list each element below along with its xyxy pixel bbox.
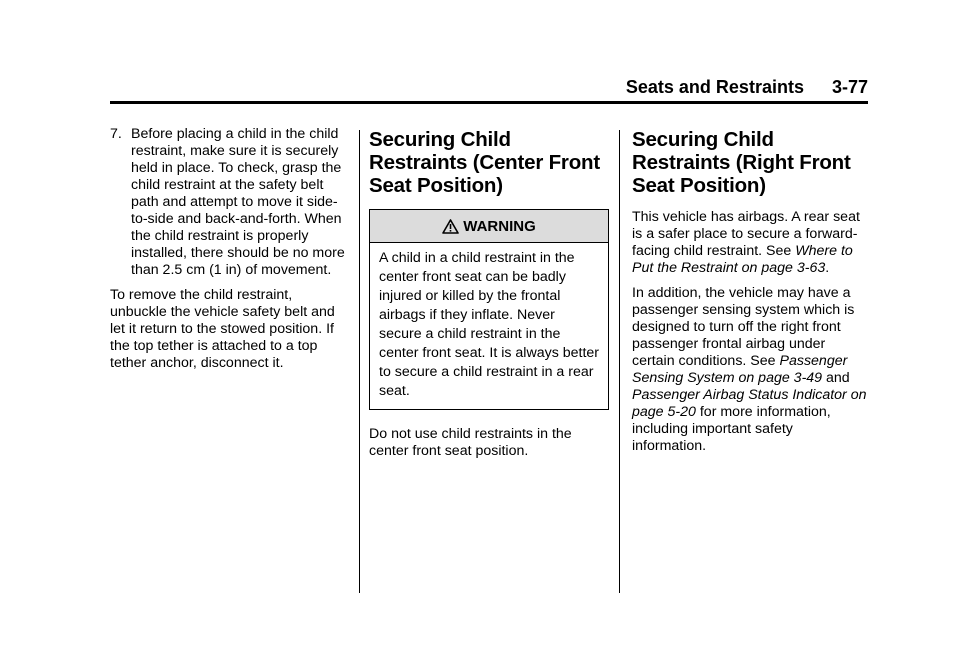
warning-box (369, 209, 609, 410)
remove-restraint-paragraph: To remove the child restraint, unbuckle the vehicle safety belt and let it return to the stowed position. If the top tether is attached to a top tether anchor, disconnect it. (110, 287, 335, 371)
page-header (0, 76, 868, 98)
step-text: Before placing a child in the child restraint, make sure it is securely held in place. To check, grasp the child restraint at the safety belt path and attempt to move it side-to-side and back-and-forth. When the child restraint is properly installed, there should be no more than 2.5 cm (1 in) of movement. (131, 126, 345, 278)
passenger-sensing-link[interactable]: Passenger Sensing System on page 3-49 (632, 353, 848, 386)
warning-text: A child in a child restraint in the center front seat can be badly injured or killed by the frontal airbags if they inflate. Never secure a child restraint in the center front seat. It is always better to secure a child restraint in a rear seat. (379, 250, 600, 399)
warning-triangle-icon (442, 219, 459, 234)
airbag-text-end: . (825, 260, 830, 276)
sensing-text-end: for more information, including important safety information. (632, 404, 831, 454)
airbag-status-link[interactable]: Passenger Airbag Status Indicator on page 5-20 (632, 387, 867, 420)
airbag-text: This vehicle has airbags. A rear seat is a safer place to secure a forward-facing child restraint. See (632, 209, 860, 259)
sensing-and: and (826, 370, 850, 386)
column-2 (369, 126, 609, 468)
warning-header (370, 210, 608, 243)
column-3 (632, 126, 870, 463)
airbag-paragraph (632, 209, 870, 277)
column-1 (110, 126, 350, 380)
column-divider-2 (619, 130, 620, 593)
section-title: Seats and Restraints (625, 77, 804, 97)
sensing-paragraph (632, 285, 870, 455)
column-divider-1 (359, 130, 360, 593)
center-seat-heading: Securing Child Restraints (Center Front Seat Position) (369, 128, 600, 197)
numbered-step (110, 126, 350, 279)
center-seat-paragraph: Do not use child restraints in the center front seat position. (369, 426, 572, 459)
step-number: 7. (110, 126, 122, 142)
warning-label: WARNING (463, 217, 536, 235)
header-rule (110, 101, 868, 104)
page-number: 3-77 (831, 77, 868, 97)
right-seat-heading: Securing Child Restraints (Right Front Seat Position) (632, 128, 851, 197)
restraint-location-link[interactable]: Where to Put the Restraint on page 3-63 (632, 243, 853, 276)
sensing-text: In addition, the vehicle may have a passenger sensing system which is designed to turn off the right front passenger frontal airbag under certain conditions. See (632, 285, 855, 369)
